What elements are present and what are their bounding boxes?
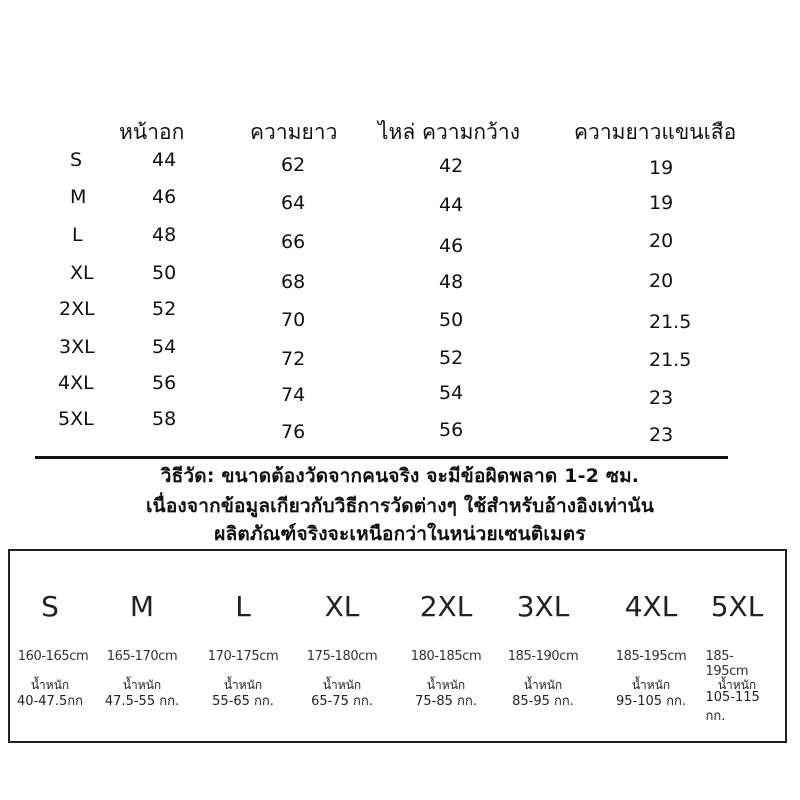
cell-shoulder: 46 xyxy=(439,235,464,257)
guide-weight-label: น้ำหนัก xyxy=(631,678,671,692)
guide-size-label: 2XL xyxy=(419,590,473,623)
header-length: ความยาว xyxy=(250,120,338,144)
guide-height: 185-190cm xyxy=(507,649,579,664)
cell-size: M xyxy=(70,186,87,208)
guide-weight-value: 105-115 กก. xyxy=(705,690,760,724)
cell-sleeve: 21.5 xyxy=(649,311,692,333)
cell-length: 76 xyxy=(281,421,306,443)
guide-height: 165-170cm xyxy=(106,649,178,664)
guide-weight-label: น้ำหนัก xyxy=(717,678,757,692)
guide-weight-label: น้ำหนัก xyxy=(223,678,263,692)
cell-size: XL xyxy=(70,262,94,284)
cell-shoulder: 48 xyxy=(439,271,464,293)
guide-weight-value: 40-47.5กก xyxy=(17,694,83,709)
cell-chest: 52 xyxy=(152,298,177,320)
cell-size: L xyxy=(72,224,83,246)
guide-size-label: 5XL xyxy=(710,590,764,623)
guide-weight-label: น้ำหนัก xyxy=(426,678,466,692)
cell-length: 64 xyxy=(281,192,306,214)
cell-shoulder: 42 xyxy=(439,155,464,177)
cell-sleeve: 23 xyxy=(649,424,674,446)
cell-sleeve: 21.5 xyxy=(649,349,692,371)
guide-weight-value: 95-105 กก. xyxy=(615,694,687,709)
guide-weight-value: 85-95 กก. xyxy=(512,694,574,709)
cell-chest: 44 xyxy=(152,149,177,171)
header-shoulder: ไหล่ ความกว้าง xyxy=(378,120,520,144)
cell-chest: 48 xyxy=(152,224,177,246)
cell-chest: 50 xyxy=(152,262,177,284)
cell-length: 74 xyxy=(281,384,306,406)
guide-height: 170-175cm xyxy=(207,649,279,664)
guide-size-label: XL xyxy=(324,590,360,623)
guide-height: 160-165cm xyxy=(17,649,89,664)
guide-height: 180-185cm xyxy=(410,649,482,664)
guide-weight-value: 55-65 กก. xyxy=(212,694,274,709)
cell-sleeve: 19 xyxy=(649,192,674,214)
cell-shoulder: 50 xyxy=(439,309,464,331)
cell-size: 3XL xyxy=(59,336,95,358)
cell-size: S xyxy=(70,149,83,171)
guide-height: 185-195cm xyxy=(705,649,749,679)
guide-size-label: 3XL xyxy=(516,590,570,623)
note-line-1: วิธีวัด: ขนาดต้องวัดจากคนจริง จะมีข้อผิดพลาด 1-2 ซม. xyxy=(160,465,640,487)
cell-chest: 46 xyxy=(152,186,177,208)
guide-height: 185-195cm xyxy=(615,649,687,664)
header-sleeve: ความยาวแขนเสือ xyxy=(574,120,737,144)
cell-length: 66 xyxy=(281,231,306,253)
header-chest: หน้าอก xyxy=(119,120,185,144)
note-line-2: เนื่องจากข้อมูลเกียวกับวิธีการวัดต่างๆ ใช้สำหรับอ้างอิงเท่านัน xyxy=(145,495,655,517)
cell-length: 68 xyxy=(281,271,306,293)
divider-line xyxy=(35,456,728,459)
cell-shoulder: 44 xyxy=(439,194,464,216)
guide-size-label: L xyxy=(235,590,251,623)
size-guide-box xyxy=(8,549,787,743)
guide-size-label: M xyxy=(129,590,155,623)
cell-chest: 54 xyxy=(152,336,177,358)
guide-weight-label: น้ำหนัก xyxy=(523,678,563,692)
guide-weight-label: น้ำหนัก xyxy=(122,678,162,692)
guide-weight-label: น้ำหนัก xyxy=(322,678,362,692)
cell-shoulder: 52 xyxy=(439,347,464,369)
cell-length: 62 xyxy=(281,154,306,176)
cell-length: 70 xyxy=(281,309,306,331)
cell-sleeve: 23 xyxy=(649,387,674,409)
guide-size-label: 4XL xyxy=(624,590,678,623)
cell-shoulder: 56 xyxy=(439,419,464,441)
cell-length: 72 xyxy=(281,348,306,370)
guide-weight-value: 65-75 กก. xyxy=(311,694,373,709)
cell-size: 5XL xyxy=(58,408,94,430)
cell-sleeve: 20 xyxy=(649,270,674,292)
cell-chest: 56 xyxy=(152,372,177,394)
guide-size-label: S xyxy=(41,590,59,623)
guide-weight-label: น้ำหนัก xyxy=(30,678,70,692)
note-line-3: ผลิตภัณฑ์จริงจะเหนือกว่าในหน่วยเซนติเมตร xyxy=(214,523,586,545)
guide-height: 175-180cm xyxy=(306,649,378,664)
guide-weight-value: 75-85 กก. xyxy=(415,694,477,709)
cell-sleeve: 19 xyxy=(649,157,674,179)
cell-shoulder: 54 xyxy=(439,382,464,404)
guide-weight-value: 47.5-55 กก. xyxy=(104,694,180,709)
cell-chest: 58 xyxy=(152,408,177,430)
cell-size: 4XL xyxy=(58,372,94,394)
cell-size: 2XL xyxy=(59,298,95,320)
cell-sleeve: 20 xyxy=(649,230,674,252)
